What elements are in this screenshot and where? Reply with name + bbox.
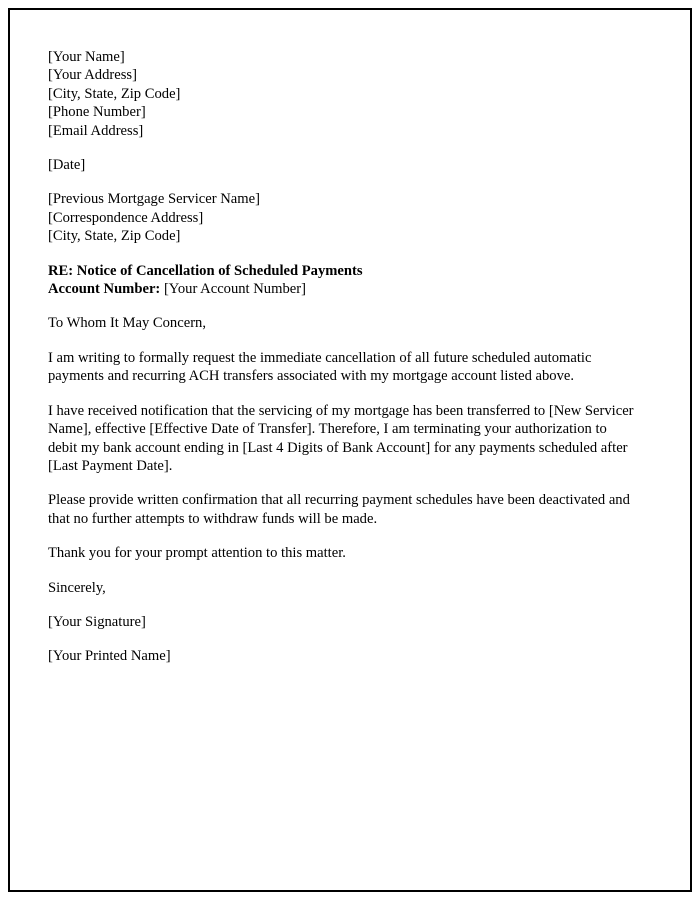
signature-placeholder: [Your Signature] — [48, 613, 146, 630]
recipient-city-state-zip-line: [City, State, Zip Code] — [48, 228, 181, 245]
date-line — [48, 156, 638, 174]
body-paragraph-1: I am writing to formally request the immediate cancellation of all future scheduled automatic payments and recurring ACH transfers associated with my mortgage account listed above. — [48, 349, 592, 385]
body-paragraph-2: I have received notification that the servicing of my mortgage has been transferred to [New Servicer Name], effective [Effective Date of Transfer]. Therefore, I am terminating your authorization to debit my bank account ending in [Last 4 Digits of Bank Account] for any payments scheduled after [Last Payment Date]. — [48, 402, 634, 474]
recipient-address-line: [Correspondence Address] — [48, 209, 204, 226]
sender-name-line: [Your Name] — [48, 49, 125, 65]
sender-address-line: [Your Address] — [48, 67, 137, 84]
body-paragraph-4: Thank you for your prompt attention to this matter. — [48, 545, 346, 562]
sender-block — [48, 48, 638, 140]
account-number-line — [48, 280, 638, 298]
sender-email-line: [Email Address] — [48, 122, 144, 139]
body-paragraph-3: Please provide written confirmation that all recurring payment schedules have been deactivated and that no further attempts to withdraw funds will be made. — [48, 492, 630, 527]
recipient-name-line: [Previous Mortgage Servicer Name] — [48, 191, 260, 208]
closing: Sincerely, — [48, 579, 106, 596]
recipient-block — [48, 190, 638, 245]
salutation: To Whom It May Concern, — [48, 315, 206, 332]
subject-block — [48, 262, 638, 299]
printed-name-placeholder: [Your Printed Name] — [48, 648, 171, 665]
sender-city-state-zip-line: [City, State, Zip Code] — [48, 85, 181, 102]
subject-line: RE: Notice of Cancellation of Scheduled Payments — [48, 262, 363, 279]
letter-document — [8, 8, 692, 892]
date-placeholder: [Date] — [48, 157, 86, 174]
sender-phone-line: [Phone Number] — [48, 104, 146, 121]
account-number-label: Account Number: — [48, 281, 161, 298]
account-number-value: [Your Account Number] — [163, 281, 306, 298]
